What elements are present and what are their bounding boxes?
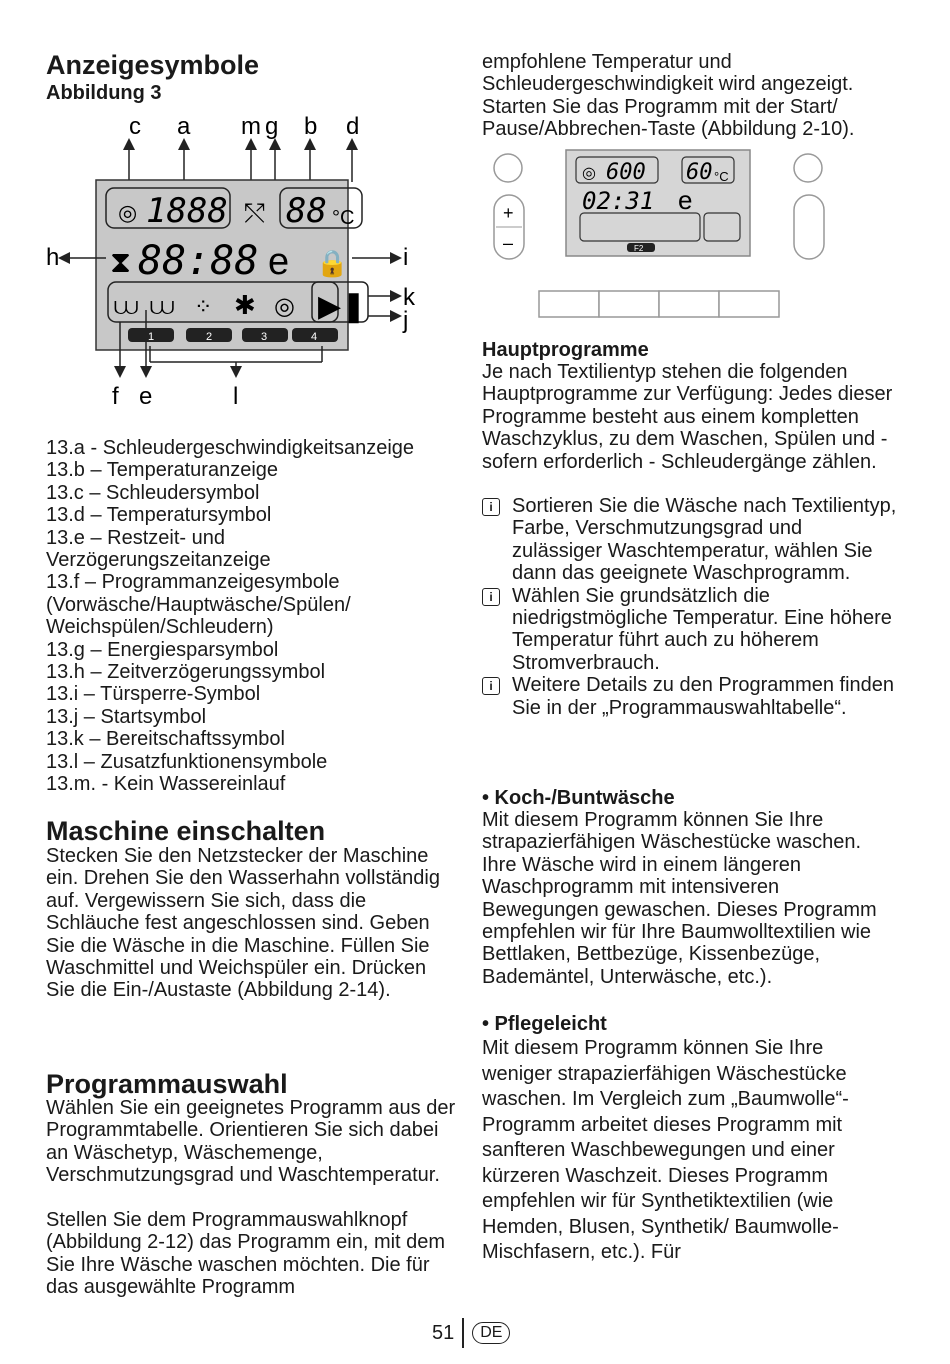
letter-a: a — [177, 113, 191, 140]
legend-item: 13.f – Programmanzeigesymbole (Vorwäsche/Hauptwäsche/Spülen/ Weichspülen/Schleudern) — [46, 571, 351, 639]
tip-text: Weitere Details zu den Programmen finden Sie in der „Programmauswahltabelle“. — [512, 674, 895, 719]
temp-unit: °C — [332, 207, 355, 229]
lock-icon: 🔒 — [316, 248, 349, 278]
bullet1-text: Mit diesem Programm können Sie Ihre strapazierfähigen Wäschestücke waschen. Ihre Wäsche wird in einem längeren Waschprogramm mit intensiveren Bewegungen gewaschen. Dieses Programm empfehlen wir für Ihre Baumwolltextilien wie Bettlaken, Bettbezüge, Kissenbezüge, Bademäntel, Unterwäsche, etc.). — [482, 809, 877, 988]
option-key-3 — [659, 291, 719, 317]
legend-list — [46, 437, 451, 796]
tip-item — [482, 585, 897, 675]
letter-f: f — [112, 383, 119, 410]
panel-speed: 600 — [606, 160, 646, 185]
heading-koch-buntwaesche: • Koch-/Buntwäsche — [482, 787, 675, 809]
plus-label: + — [503, 203, 514, 223]
legend-item: 13.h – Zeitverzögerungssymbol — [46, 661, 326, 684]
tip-text: Wählen Sie grundsätzlich die niedrigstmögliche Temperatur. Eine höhere Temperatur führt auch zu höherem Stromverbrauch. — [512, 584, 892, 674]
figure-label: Abbildung 3 — [46, 82, 162, 104]
legend-item: 13.g – Energiesparsymbol — [46, 638, 279, 661]
letter-m: m — [241, 113, 261, 140]
rinse-icon: ⁘ — [194, 294, 213, 319]
page-number: 51 — [432, 1321, 455, 1344]
hourglass-icon: ⧗ — [110, 246, 132, 279]
letter-g: g — [265, 113, 279, 140]
intro-text: empfohlene Temperatur und Schleudergeschwindigkeit wird angezeigt. Starten Sie das Programm mit der Start/ Pause/Abbrechen-Taste (Abbildung 2-10). — [482, 51, 855, 141]
heading-hauptprogramme: Hauptprogramme — [482, 339, 649, 361]
start-pause-icon: ▶❚ — [318, 290, 367, 323]
option-4: 4 — [311, 331, 318, 343]
letter-j: j — [403, 307, 409, 334]
heading-programmauswahl: Programmauswahl — [46, 1069, 288, 1099]
mainwash-icon: ⩊ — [150, 293, 175, 320]
letter-i: i — [403, 244, 409, 271]
tip-text: Sortieren Sie die Wäsche nach Textilientyp, Farbe, Verschmutzungsgrad und zulässiger Waschtemperatur, wählen Sie dann das geeignete Waschprogramm. — [512, 495, 897, 585]
eco-icon: ⤲ — [244, 198, 265, 228]
legend-item: 13.i – Türsperre-Symbol — [46, 683, 261, 706]
panel-spin-icon: ◎ — [582, 165, 596, 182]
left-knob — [494, 154, 522, 182]
option-1: 1 — [148, 331, 155, 343]
heading-maschine-einschalten: Maschine einschalten — [46, 816, 326, 846]
option-key-1 — [539, 291, 599, 317]
panel-tag: F2 — [634, 244, 644, 253]
panel-temp-unit: °C — [714, 169, 729, 184]
heading-pflegeleicht: • Pflegeleicht — [482, 1013, 607, 1035]
panel-end-symbol: e — [678, 185, 693, 215]
option-key-2 — [599, 291, 659, 317]
section2-text2: Stellen Sie dem Programmauswahlknopf (Abbildung 2-12) das Programm ein, mit dem Sie Ihre Wäsche waschen möchten. Die für das ausgewählte Programm — [46, 1209, 446, 1299]
section1-text: Stecken Sie den Netzstecker der Maschine ein. Drehen Sie den Wasserhahn vollständig auf. Vergewissern Sie sich, dass die Schläuche fest angeschlossen sind. Geben Sie die Wäsche in die Maschine. Füllen Sie Waschmittel und Weichspüler ein. Drücken Sie die Ein-/Austaste (Abbildung 2-14). — [46, 845, 440, 1002]
bullet2-text: Mit diesem Programm können Sie Ihre weniger strapazierfähigen Wäschestücke waschen. Im Vergleich zum „Baumwolle“-Programm arbeitet dieses Programm mit sanfteren Waschbewegungen und einer kürzeren Waschzeit. Dieses Programm empfehlen wir für Synthetiktextilien (wie Hemden, Blusen, Synthetik/ Baumwolle-Mischfasern, etc.). Für — [482, 1037, 849, 1263]
legend-item: 13.a - Schleudergeschwindigkeitsanzeige — [46, 437, 415, 459]
temp-digits: 88 — [286, 191, 327, 231]
letter-k: k — [403, 284, 415, 311]
panel-time: 02:31 — [582, 187, 655, 215]
end-symbol: e — [268, 241, 290, 283]
prewash-icon: ⩊ — [114, 293, 139, 320]
letter-l: l — [233, 383, 239, 410]
main-text: Je nach Textilientyp stehen die folgenden Hauptprogramme zur Verfügung: Jedes dieser Programme besteht aus einem kompletten Waschzyklus, zu dem Waschen, Spülen und - sofern erforderlich - Schleudergänge zählen. — [482, 361, 893, 473]
footer-divider — [462, 1318, 464, 1348]
tips-list — [482, 495, 897, 719]
start-button-oval — [794, 195, 824, 259]
info-icon: i — [482, 498, 500, 516]
info-icon: i — [482, 677, 500, 695]
tip-item — [482, 674, 897, 719]
time-digits: 88:88 — [138, 238, 259, 284]
letter-b: b — [304, 113, 318, 140]
option-key-4 — [719, 291, 779, 317]
letter-d: d — [346, 113, 360, 140]
spin-program-icon: ◎ — [274, 293, 295, 320]
letter-e: e — [139, 383, 153, 410]
display-diagram — [46, 110, 456, 410]
legend-item: 13.m. - Kein Wassereinlauf — [46, 773, 286, 796]
page-footer — [432, 1318, 510, 1348]
language-badge: DE — [472, 1322, 510, 1344]
legend-item: 13.b – Temperaturanzeige — [46, 459, 279, 482]
legend-item: 13.c – Schleudersymbol — [46, 481, 260, 504]
legend-item: 13.e – Restzeit- und Verzögerungszeitanzeige — [46, 526, 271, 572]
minus-label: – — [503, 233, 514, 253]
right-knob — [794, 154, 822, 182]
legend-item: 13.l – Zusatzfunktionensymbole — [46, 750, 328, 773]
section2-text1: Wählen Sie ein geeignetes Programm aus der Programmtabelle. Orientieren Sie sich dabei an Wäschetyp, Wäschemenge, Verschmutzungsgrad und Waschtemperatur. — [46, 1097, 456, 1187]
speed-digits: 1888 — [146, 191, 228, 231]
heading-anzeigesymbole: Anzeigesymbole — [46, 50, 260, 80]
letter-c: c — [129, 113, 141, 140]
option-2: 2 — [206, 331, 213, 343]
letter-h: h — [46, 244, 60, 271]
control-panel-figure — [482, 145, 897, 325]
spin-icon: ◎ — [118, 200, 138, 225]
panel-temp: 60 — [686, 160, 713, 185]
legend-item: 13.k – Bereitschaftssymbol — [46, 728, 285, 751]
legend-item: 13.d – Temperatursymbol — [46, 504, 272, 527]
info-icon: i — [482, 588, 500, 606]
legend-item: 13.j – Startsymbol — [46, 705, 207, 728]
softener-icon: ✱ — [234, 290, 256, 320]
tip-item — [482, 495, 897, 585]
option-3: 3 — [261, 331, 268, 343]
